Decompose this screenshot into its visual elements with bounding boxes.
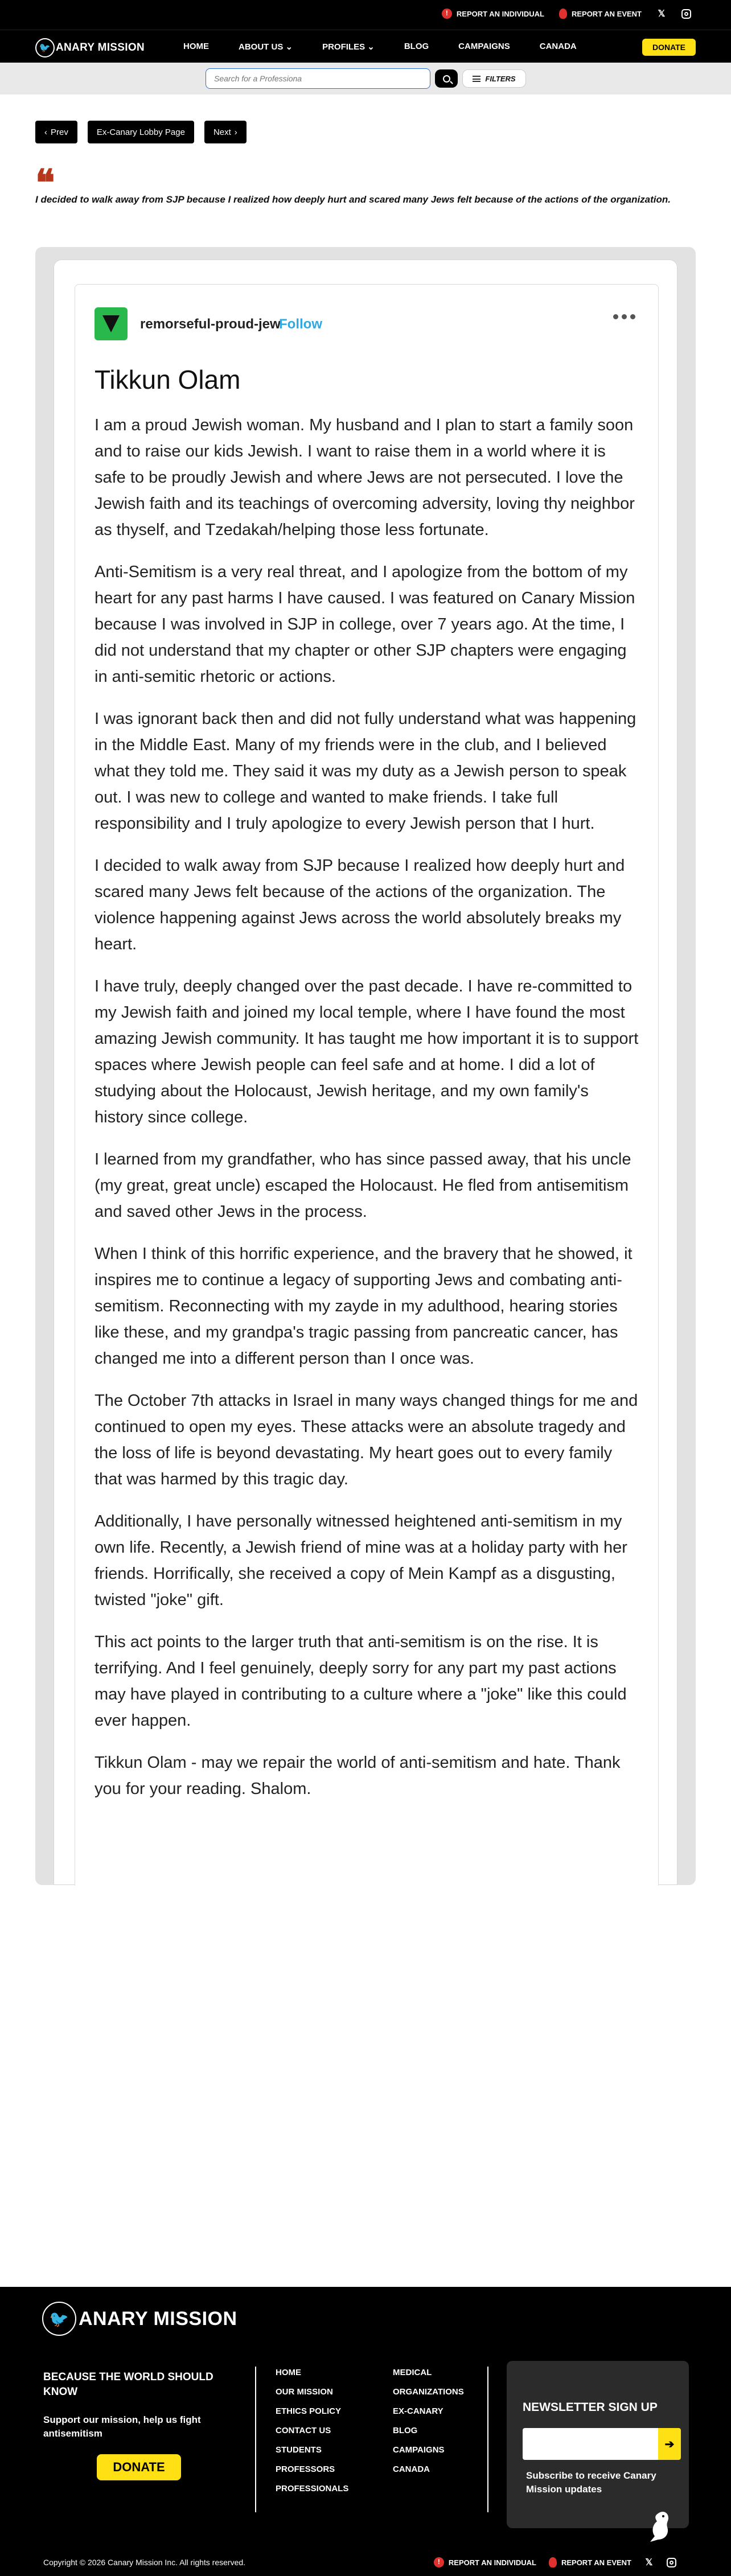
footer <box>0 2287 731 2576</box>
post-paragraph: Anti-Semitism is a very real threat, and I apologize from the bottom of my heart for any past harms I have caused. I was featured on Canary Mission because I was involved in SJP in college, over 7 years ago. At the time, I did not understand that my chapter or other SJP chapters were engaging in anti-semitic rhetoric or actions. <box>95 563 635 686</box>
search-bar <box>0 63 731 94</box>
footer-logo[interactable] <box>42 2302 237 2336</box>
footer-link-organizations[interactable]: ORGANIZATIONS <box>393 2387 464 2397</box>
donate-button[interactable]: DONATE <box>642 39 696 56</box>
nav-item-canada[interactable]: CANADA <box>539 42 577 51</box>
next-button[interactable] <box>204 121 247 143</box>
report-event-label: REPORT AN EVENT <box>571 9 642 18</box>
post-card-wrapper <box>35 247 696 1885</box>
newsletter-box <box>507 2361 689 2528</box>
next-label: Next <box>213 127 231 137</box>
post-paragraph: The October 7th attacks in Israel in many ways changed things for me and continued to open my eyes. These attacks were an absolute tragedy and the loss of life is beyond devastating. My heart goes out to every family that was harmed by this tragic day. <box>95 1392 638 1488</box>
canary-logo-icon: 🐦 <box>35 38 55 57</box>
flame-icon <box>559 9 567 19</box>
footer-link-blog[interactable]: BLOG <box>393 2426 418 2435</box>
chevron-right-icon: › <box>234 127 237 137</box>
x-icon[interactable]: 𝕏 <box>658 9 666 19</box>
arrow-right-icon: ➔ <box>664 2438 675 2451</box>
newsletter-title: NEWSLETTER SIGN UP <box>523 2401 658 2414</box>
report-event-link[interactable] <box>559 9 642 19</box>
site-logo[interactable] <box>35 38 145 57</box>
flame-icon <box>549 2557 557 2567</box>
post-body <box>95 412 641 1818</box>
prev-label: Prev <box>51 127 68 137</box>
instagram-icon[interactable] <box>681 9 691 19</box>
post-paragraph: Tikkun Olam - may we repair the world of anti-semitism and hate. Thank you for your reading. Shalom. <box>95 1754 621 1798</box>
nav-items <box>183 42 577 52</box>
footer-report-event-link[interactable] <box>549 2557 631 2567</box>
report-individual-label: REPORT AN INDIVIDUAL <box>456 9 544 18</box>
pull-quote: I decided to walk away from SJP because I realized how deeply hurt and scared many Jews felt because of the actions of the organization. <box>35 194 671 205</box>
filters-label: FILTERS <box>485 74 516 83</box>
footer-link-contact-us[interactable]: CONTACT US <box>276 2426 331 2435</box>
report-individual-link[interactable] <box>442 9 544 19</box>
footer-tagline: BECAUSE THE WORLD SHOULD KNOW <box>43 2371 213 2398</box>
lobby-page-button[interactable]: Ex-Canary Lobby Page <box>88 121 194 143</box>
pager <box>35 121 247 143</box>
footer-link-medical[interactable]: MEDICAL <box>393 2368 432 2377</box>
quote-icon: ❝ <box>35 162 53 204</box>
footer-link-ex-canary[interactable]: EX-CANARY <box>393 2406 443 2416</box>
footer-link-home[interactable]: HOME <box>276 2368 301 2377</box>
footer-links-col-2 <box>393 2368 464 2474</box>
footer-link-our-mission[interactable]: OUR MISSION <box>276 2387 333 2397</box>
newsletter-submit-button[interactable] <box>658 2428 681 2460</box>
main-navigation <box>0 30 731 63</box>
footer-report-individual-label: REPORT AN INDIVIDUAL <box>448 2558 536 2567</box>
top-utility-bar <box>0 0 731 30</box>
copyright-text: Copyright © 2026 Canary Mission Inc. All rights reserved. <box>43 2558 246 2567</box>
footer-link-students[interactable]: STUDENTS <box>276 2445 322 2455</box>
filter-icon <box>473 76 481 82</box>
avatar-emblem-icon <box>102 315 120 332</box>
footer-logo-text: ANARY MISSION <box>79 2307 237 2330</box>
post-paragraph: When I think of this horrific experience, and the bravery that he showed, it inspires me to continue a legacy of supporting Jews and combating anti-semitism. Reconnecting with my zayde in my adulthood, hearing stories like these, and my grandpa's tragic passing from pancreatic cancer, has changed me into a different person than I once was. <box>95 1245 633 1368</box>
alert-icon <box>442 9 452 19</box>
footer-links-col-1 <box>276 2368 348 2493</box>
alert-icon <box>434 2557 444 2567</box>
logo-text: ANARY MISSION <box>56 42 145 54</box>
chevron-left-icon: ‹ <box>44 127 47 137</box>
post-paragraph: I learned from my grandfather, who has since passed away, that his uncle (my great, great uncle) escaped the Holocaust. He fled from antisemitism and saved other Jews in the process. <box>95 1150 631 1221</box>
post-paragraph: I am a proud Jewish woman. My husband and I plan to start a family soon and to raise our kids Jewish. I want to raise them in a world where it is safe to be proudly Jewish and where Jews are not persecuted. I love the Jewish faith and its teachings of overcoming adversity, loving thy neighbor as thyself, and Tzedakah/helping those less fortunate. <box>95 416 635 539</box>
nav-item-home[interactable]: HOME <box>183 42 209 51</box>
nav-item-blog[interactable]: BLOG <box>404 42 429 51</box>
nav-item-campaigns[interactable]: CAMPAIGNS <box>458 42 510 51</box>
footer-link-ethics-policy[interactable]: ETHICS POLICY <box>276 2406 342 2416</box>
search-icon <box>443 75 450 83</box>
footer-link-campaigns[interactable]: CAMPAIGNS <box>393 2445 445 2455</box>
footer-report-individual-link[interactable] <box>434 2557 536 2567</box>
footer-link-canada[interactable]: CANADA <box>393 2464 430 2474</box>
filters-button[interactable] <box>462 69 526 88</box>
nav-item-about-us[interactable]: ABOUT US ⌄ <box>239 42 293 52</box>
top-links <box>442 8 691 19</box>
search-button[interactable] <box>435 69 458 88</box>
follow-button[interactable]: Follow <box>279 316 322 332</box>
prev-button[interactable] <box>35 121 77 143</box>
more-options-icon[interactable] <box>613 314 635 319</box>
footer-report-event-label: REPORT AN EVENT <box>561 2558 631 2567</box>
footer-link-professors[interactable]: PROFESSORS <box>276 2464 335 2474</box>
footer-bottom-bar <box>0 2549 731 2576</box>
newsletter-email-input[interactable] <box>523 2428 658 2460</box>
footer-donate-button[interactable]: DONATE <box>97 2454 181 2480</box>
post-title: Tikkun Olam <box>95 365 241 394</box>
nav-item-profiles[interactable]: PROFILES ⌄ <box>322 42 375 52</box>
footer-bottom-links <box>434 2557 676 2568</box>
footer-link-professionals[interactable]: PROFESSIONALS <box>276 2484 349 2493</box>
post-card <box>54 260 677 1885</box>
post-paragraph: I was ignorant back then and did not fully understand what was happening in the Middle East. Many of my friends were in the club, and I believed what they told me. They said it was my duty as a Jewish person to speak out. I was new to college and wanted to make friends. I take full responsibility and I truly apologize to every Jewish person that I hurt. <box>95 710 636 833</box>
newsletter-caption: Subscribe to receive Canary Mission updates <box>526 2470 656 2495</box>
canary-logo-icon: 🐦 <box>42 2302 76 2336</box>
post-paragraph: This act points to the larger truth that anti-semitism is on the rise. It is terrifying. And I feel genuinely, deeply sorry for any part my past actions may have played in contributing to a culture where a "joke" like this could ever happen. <box>95 1633 627 1730</box>
post-username[interactable]: remorseful-proud-jew <box>140 316 281 332</box>
post-paragraph: I decided to walk away from SJP because I realized how deeply hurt and scared many Jews felt because of the actions of the organization. The violence happening against Jews across the world absolutely breaks my heart. <box>95 857 625 953</box>
post <box>75 284 659 1886</box>
post-paragraph: Additionally, I have personally witnessed heightened anti-semitism in my own life. Recently, a Jewish friend of mine was at a holiday party with her friends. Horrifically, she received a copy of Mein Kampf as a disgusting, twisted "joke" gift. <box>95 1512 627 1609</box>
footer-divider <box>255 2367 256 2512</box>
avatar[interactable] <box>95 307 128 340</box>
footer-support-text: Support our mission, help us fight antisemitism <box>43 2414 201 2439</box>
post-paragraph: I have truly, deeply changed over the past decade. I have re-committed to my Jewish faith and joined my local temple, where I have found the most amazing Jewish community. It has taught me how important it is to support spaces where Jewish people can feel safe and at home. I did a lot of studying about the Holocaust, Jewish heritage, and my own family's history since college. <box>95 977 639 1126</box>
canary-bird-icon <box>648 2510 676 2543</box>
search-input[interactable] <box>206 68 430 89</box>
footer-divider <box>487 2367 488 2512</box>
x-icon[interactable]: 𝕏 <box>645 2558 653 2567</box>
instagram-icon[interactable] <box>667 2558 676 2567</box>
